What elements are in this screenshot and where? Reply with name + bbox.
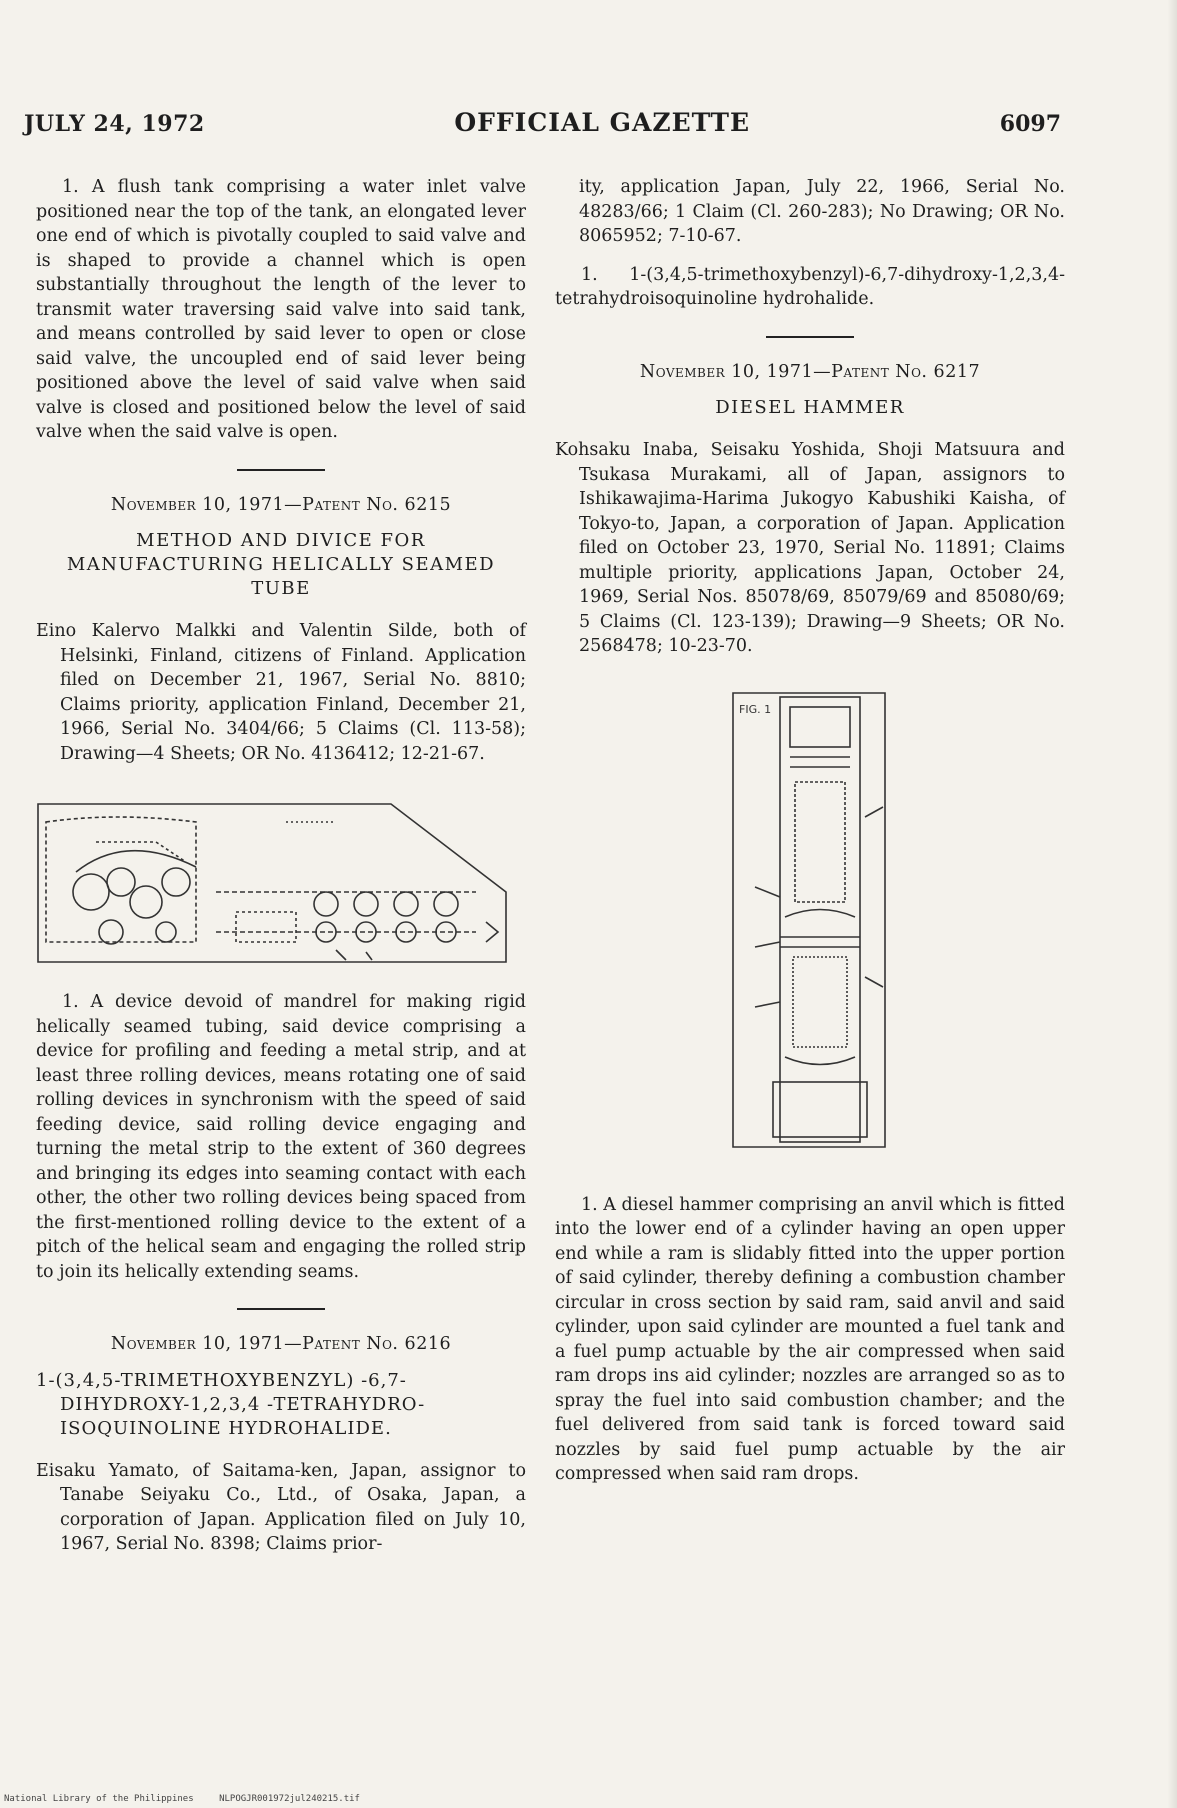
patent-6217-body: Kohsaku Inaba, Seisaku Yoshida, Shoji Matsuura and Tsukasa Murakami, all of Japan, assignors to Ishikawajima-Harima Jukogyo Kabushiki Kaisha, of Tokyo-to, Japan, a corporation of Japan. Application filed on October 23, 1970, Serial No. 11891; Claims multiple priority, applications Japan, October 24, 1969, Serial Nos. 85078/69, 85079/69 and 85080/69; 5 Claims (Cl. 123-139); Drawing—9 Sheets; OR No. 2568478; 10-23-70.: [555, 440, 1065, 656]
patent-6216-title: 1-(3,4,5-TRIMETHOXYBENZYL) -6,7-DIHYDROXY-1,2,3,4 -TETRAHYDRO- ISOQUINOLINE HYDROHALIDE.: [36, 1369, 426, 1439]
left-column: [36, 175, 526, 1557]
patent-6217-title: DIESEL HAMMER: [715, 397, 905, 418]
tube-machine-drawing: [36, 782, 516, 972]
scan-edge-shadow: [1167, 0, 1177, 1808]
patent-6216-body-continued: ity, application Japan, July 22, 1966, Serial No. 48283/66; 1 Claim (Cl. 260-283); No Drawing; OR No. 8065952; 7-10-67.: [579, 177, 1065, 246]
patent-6216-date-line: November 10, 1971—Patent No. 6216: [110, 1334, 452, 1354]
diesel-hammer-drawing: [725, 687, 895, 1157]
page-header: [24, 108, 1061, 137]
patent-6217-claim: 1. A diesel hammer comprising an anvil which is fitted into the lower end of a cylinder having an open upper end while a ram is slidably fitted into the upper portion of said cylinder, thereby defining a combustion chamber circular in cross section by said ram, said anvil and said cylinder, upon said cylinder are mounted a fuel tank and a fuel pump actuable by the air compressed when said ram drops ins aid cylinder; nozzles are arranged so as to spray the fuel into said combustion chamber; and the fuel delivered from said tank is forced toward said nozzles by said fuel pump actuable by the air compressed when said ram drops.: [555, 1194, 1065, 1484]
drawing-border: [733, 693, 885, 1147]
figure-label: FIG. 1: [739, 702, 772, 716]
patent-6215-claim: 1. A device devoid of mandrel for making rigid helically seamed tubing, said device comprising a device for profiling and feeding a metal strip, and at least three rolling devices, means rotating one of said rolling devices in synchronism with the speed of said feeding device, said rolling device engaging and turning the metal strip to the extent of 360 degrees and bringing its edges into seaming contact with each other, the other two rolling devices being spaced from the first-mentioned rolling device to the extent of a pitch of the helical seam and engaging the rolled strip to join its helically extending seams.: [36, 992, 526, 1282]
patent-6215-title: METHOD AND DIVICE FOR MANUFACTURING HELICALLY SEAMED TUBE: [66, 530, 496, 599]
section-divider: [766, 336, 854, 338]
drawing-frame: [38, 804, 506, 962]
scan-footer: [4, 1794, 380, 1804]
patent-6216-claim: 1. 1-(3,4,5-trimethoxybenzyl)-6,7-dihydroxy-1,2,3,4-tetrahydroisoquinoline hydrohalide.: [555, 264, 1065, 309]
patent-6215-body: Eino Kalervo Malkki and Valentin Silde, both of Helsinki, Finland, citizens of Finland. Application filed on December 21, 1967, Serial No. 8810; Claims priority, application Finland, December 21, 1966, Serial No. 3404/66; 5 Claims (Cl. 113-58); Drawing—4 Sheets; OR No. 4136412; 12-21-67.: [36, 621, 526, 764]
right-column: [555, 175, 1065, 1487]
header-date: JULY 24, 1972: [24, 111, 205, 137]
header-page-number: 6097: [999, 111, 1061, 137]
patent-6217-date-line: November 10, 1971—Patent No. 6217: [639, 361, 981, 382]
header-title: OFFICIAL GAZETTE: [454, 108, 751, 137]
footer-file: NLPOGJR001972jul240215.tif: [219, 1794, 360, 1804]
patent-6215-date-line: November 10, 1971—Patent No. 6215: [110, 494, 452, 515]
patent-6216-body: Eisaku Yamato, of Saitama-ken, Japan, assignor to Tanabe Seiyaku Co., Ltd., of Osaka, Japan, a corporation of Japan. Application filed on July 10, 1967, Serial No. 8398; Claims prior-: [36, 1460, 526, 1554]
section-divider: [237, 469, 325, 471]
section-divider: [237, 1308, 325, 1310]
footer-library: National Library of the Philippines: [4, 1794, 194, 1804]
claim-flush-tank: 1. A flush tank comprising a water inlet valve positioned near the top of the tank, an elongated lever one end of which is pivotally coupled to said valve and is shaped to provide a channel which is open substantially throughout the length of the lever to transmit water traversing said valve into said tank, and means controlled by said lever to open or close said valve, the uncoupled end of said lever being positioned above the level of said valve when said valve is closed and positioned below the level of said valve when the said valve is open.: [36, 177, 526, 442]
